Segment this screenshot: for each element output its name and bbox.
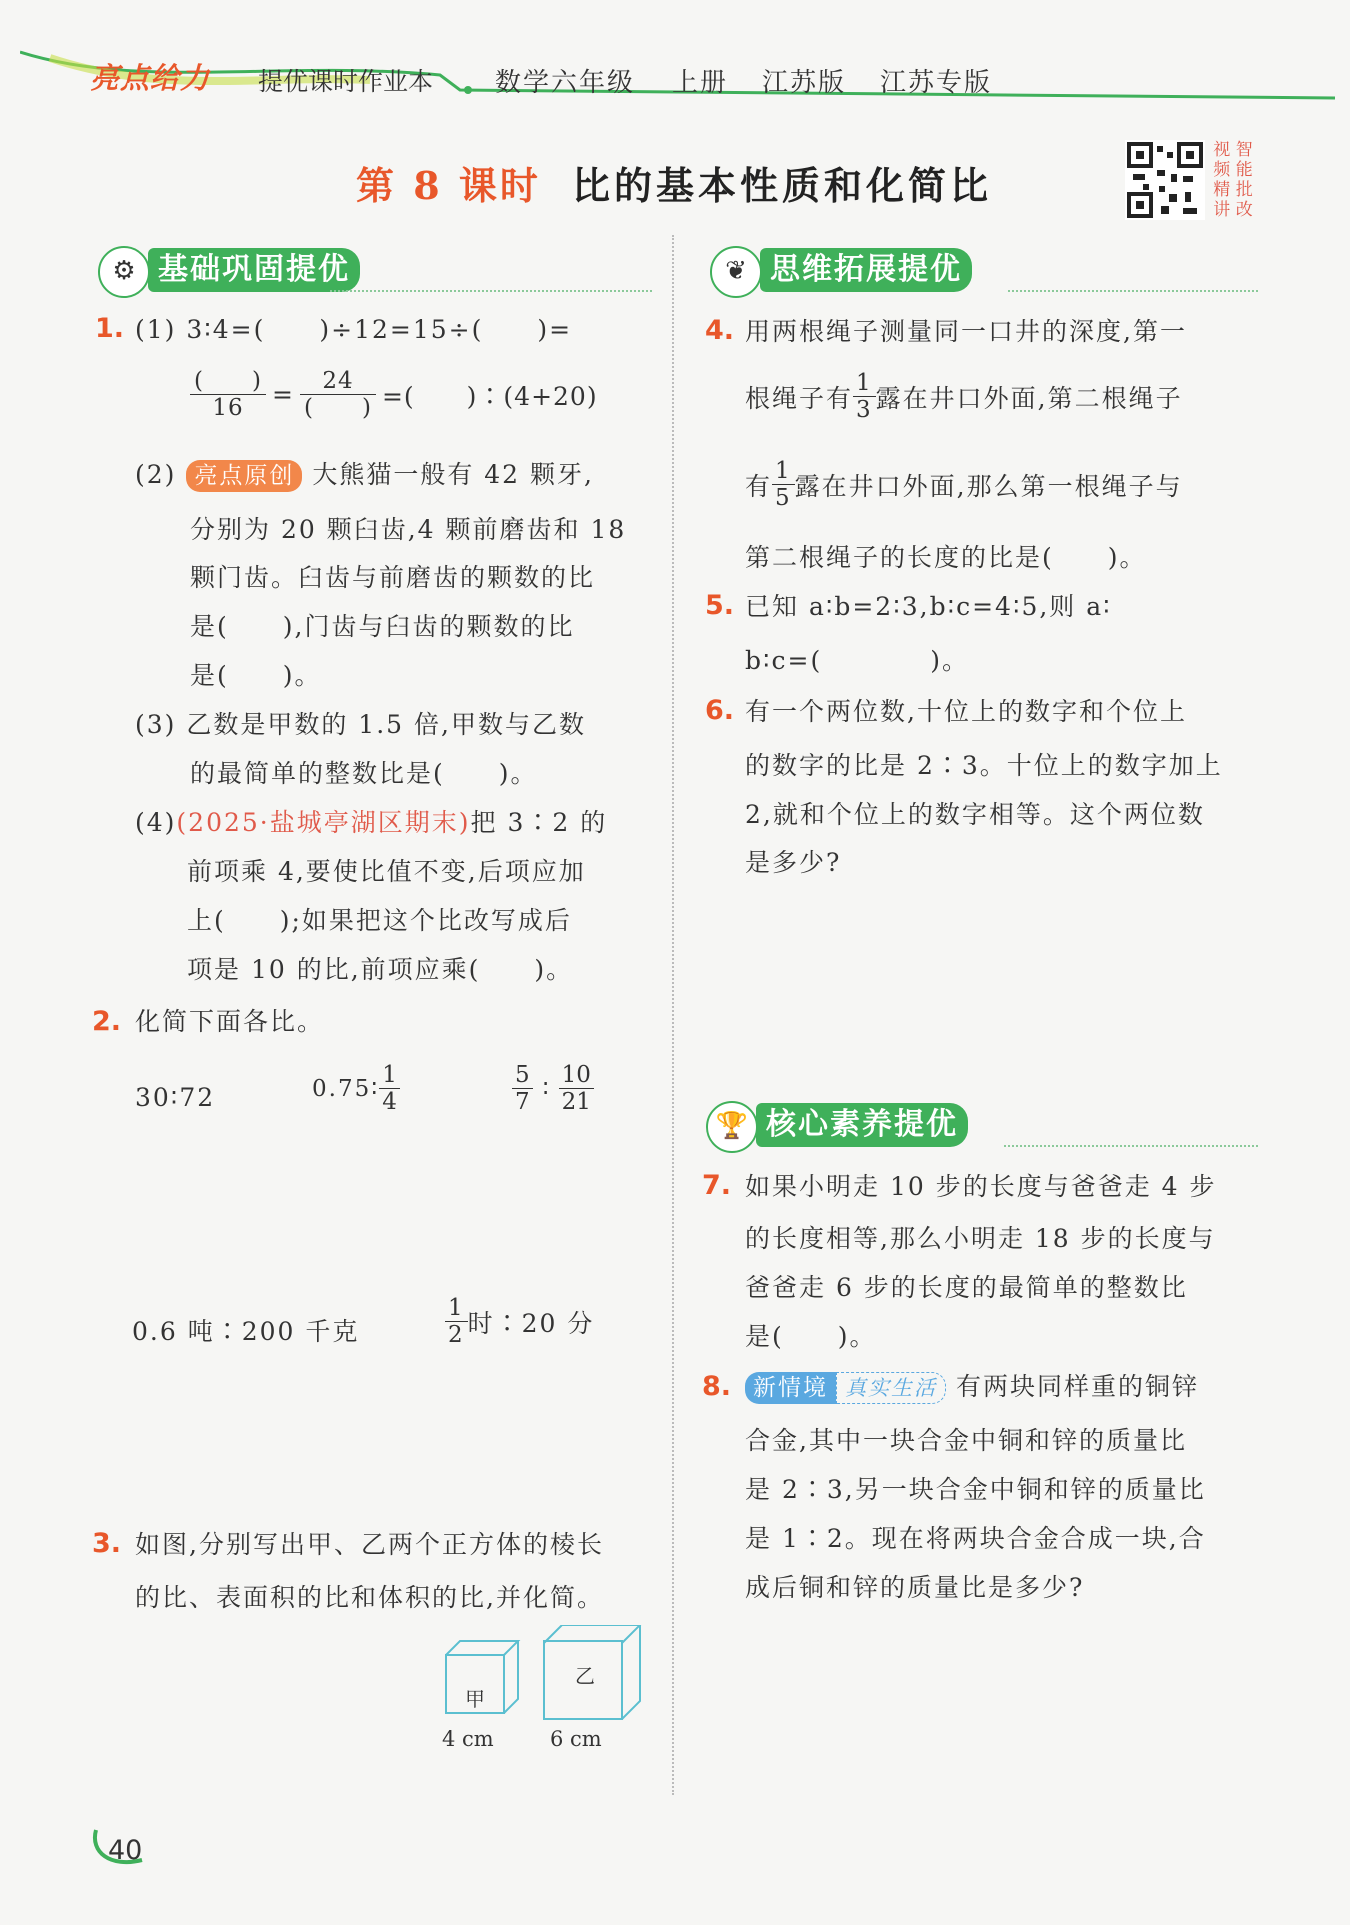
qr-code-icon[interactable] [1125,140,1205,220]
header-volume: 上册 [672,68,729,98]
q2-ratio-3: $\frac{5}{7}$ ∶ $\frac{10}{21}$ [512,1062,594,1115]
q2-ratio-1: 30∶72 [135,1083,216,1112]
q1-part3-line1: (3) 乙数是甲数的 1.5 倍,甲数与乙数 [135,710,586,739]
header-special-edition: 江苏专版 [880,68,993,98]
column-divider [672,235,674,1795]
lesson-number: 第 8 课时 [356,163,541,208]
section-thinking-rule [1008,290,1258,292]
q8-line1: 新情境 真实生活 有两块同样重的铜锌 [745,1367,1199,1407]
sprout-icon: ❦ [710,246,762,298]
section-basic-rule [330,290,652,292]
q2-ratio-4: 0.6 吨∶200 千克 [132,1317,360,1346]
q1-part4-line4: 项是 10 的比,前项应乘( )。 [187,955,574,984]
q6-line3: 2,就和个位上的数字相等。这个两位数 [745,800,1205,829]
q1-part4-line3: 上( );如果把这个比改写成后 [187,906,572,935]
cube-a-label: 甲 [465,1687,485,1711]
q8-line3: 是 2∶3,另一块合金中铜和锌的质量比 [745,1475,1206,1504]
section-thinking: 思维拓展提优 [760,248,972,292]
new-context-tag: 新情境 [745,1372,836,1404]
real-life-tag: 真实生活 [836,1372,946,1404]
page-number: 40 [108,1835,143,1866]
q2-number: 2. [92,1006,122,1037]
q1-fraction-2: $\frac{24}{( )}$ [300,368,376,421]
q4-number: 4. [705,315,735,346]
brand-subtitle: 提优课时作业本 [258,67,434,96]
q6-line2: 的数字的比是 2∶3。十位上的数字加上 [745,751,1223,780]
section-core: 核心素养提优 [756,1103,968,1147]
brand-logo: 亮点给力 [90,61,211,95]
trophy-icon: 🏆 [706,1101,758,1153]
q1-fraction-1: $\frac{( )}{16}$ [190,368,266,421]
original-tag: 亮点原创 [186,460,302,492]
q7-line1: 如果小明走 10 步的长度与爸爸走 4 步 [745,1172,1217,1201]
q1-number: 1. [95,313,125,344]
qr-label: 视 智 频 能 精 批 讲 改 [1213,140,1253,220]
q1-part2-line3: 颗门齿。臼齿与前磨齿的颗数的比 [190,563,596,592]
q1-part3-line2: 的最简单的整数比是( )。 [190,759,538,788]
gear-leaf-icon: ⚙ [98,246,150,298]
q4-line1: 用两根绳子测量同一口井的深度,第一 [745,317,1187,346]
q7-line4: 是( )。 [745,1322,877,1351]
q6-line4: 是多少? [745,848,842,877]
section-basic: 基础巩固提优 [148,248,360,292]
q1-part2-line5: 是( )。 [190,661,322,690]
q7-line3: 爸爸走 6 步的长度的最简单的整数比 [745,1273,1188,1302]
q5-line2: b∶c=( )。 [745,646,969,675]
q4-line2: 根绳子有 $\frac{1}{3}$ 露在井口外面,第二根绳子 [745,370,1183,423]
q5-line1: 已知 a∶b=2∶3,b∶c=4∶5,则 a∶ [745,592,1112,621]
source-note: (2025·盐城亭湖区期末) [176,808,471,837]
q3-number: 3. [92,1528,122,1559]
q3-line2: 的比、表面积的比和体积的比,并化简。 [135,1583,604,1612]
q8-line5: 成后铜和锌的质量比是多少? [745,1573,1085,1602]
q1-part1-line2: $\frac{( )}{16}$ = $\frac{24}{( )}$ =( )∶(4+20) [190,368,598,421]
q6-line1: 有一个两位数,十位上的数字和个位上 [745,697,1187,726]
q4-line3: 有 $\frac{1}{5}$ 露在井口外面,那么第一根绳子与 [745,458,1183,511]
q1-part4-line2: 前项乘 4,要使比值不变,后项应加 [187,857,586,886]
header-grade: 数学六年级 [495,68,636,98]
q1-part1-line1: (1) 3∶4=( )÷12=15÷( )= [135,315,573,344]
q1-part2-line2: 分别为 20 颗臼齿,4 颗前磨齿和 18 [190,515,627,544]
q5-number: 5. [705,590,735,621]
q8-number: 8. [702,1371,732,1402]
q8-line2: 合金,其中一块合金中铜和锌的质量比 [745,1426,1187,1455]
q1-part2-line4: 是( ),门齿与臼齿的颗数的比 [190,612,575,641]
q8-line4: 是 1∶2。现在将两块合金合成一块,合 [745,1524,1206,1553]
q4-line4: 第二根绳子的长度的比是( )。 [745,543,1147,572]
q7-line2: 的长度相等,那么小明走 18 步的长度与 [745,1224,1216,1253]
q1-part4-line1: (4)(2025·盐城亭湖区期末)把 3∶2 的 [135,808,608,837]
cube-b-size: 6 cm [550,1727,602,1751]
q2-text: 化简下面各比。 [135,1007,325,1036]
section-core-rule [1004,1145,1258,1147]
lesson-title: 比的基本性质和化简比 [572,163,993,208]
q1-part2-line1: (2) 亮点原创 大熊猫一般有 42 颗牙, [135,455,594,495]
q2-ratio-2: 0.75∶ $\frac{1}{4}$ [312,1062,400,1115]
q7-number: 7. [702,1170,732,1201]
cube-b-label: 乙 [575,1664,595,1688]
cube-a-size: 4 cm [442,1727,494,1751]
q6-number: 6. [705,695,735,726]
q2-ratio-5: $\frac{1}{2}$ 时∶20 分 [445,1295,594,1348]
q3-line1: 如图,分别写出甲、乙两个正方体的棱长 [135,1530,604,1559]
header-edition: 江苏版 [762,68,847,98]
